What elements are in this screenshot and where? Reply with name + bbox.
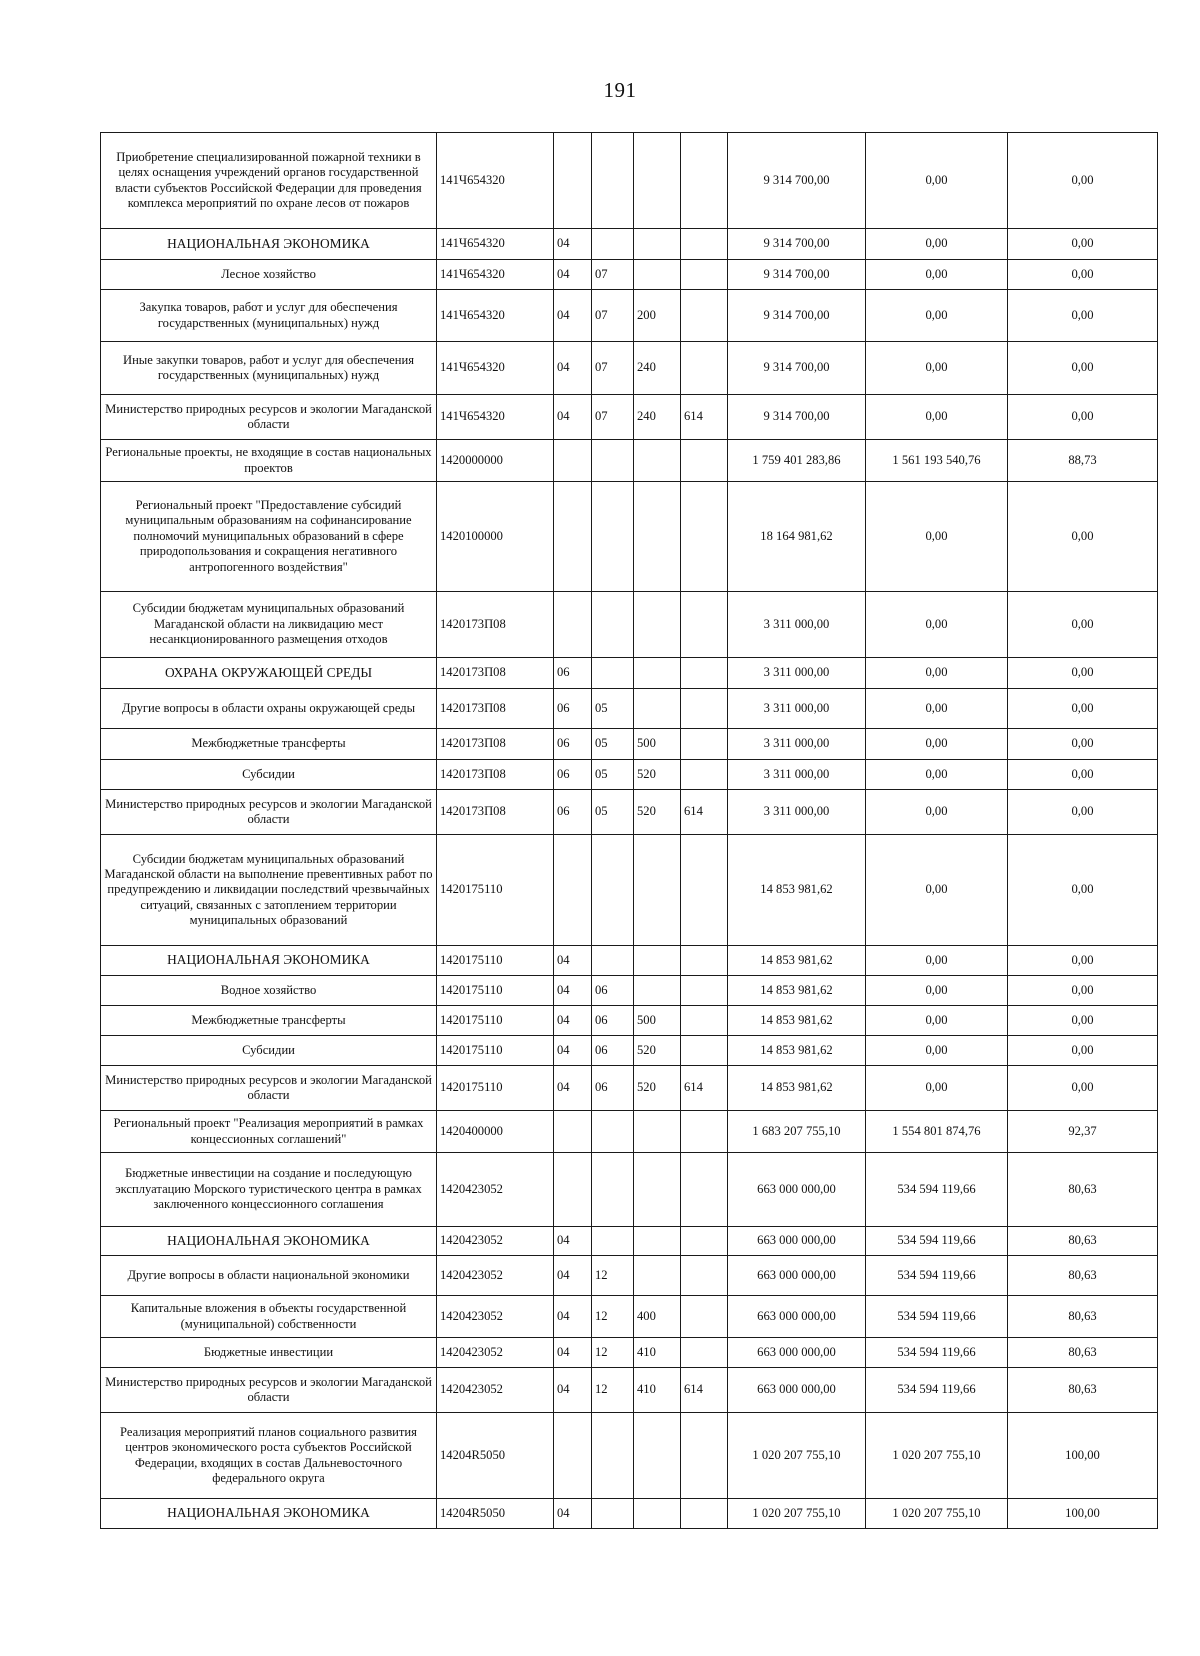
row-name: НАЦИОНАЛЬНАЯ ЭКОНОМИКА — [101, 229, 437, 260]
expense-type-code: 410 — [634, 1338, 681, 1368]
actual-amount: 1 561 193 540,76 — [866, 440, 1008, 482]
section-code — [554, 440, 592, 482]
actual-amount: 0,00 — [866, 976, 1008, 1006]
execution-percent: 92,37 — [1008, 1111, 1158, 1153]
execution-percent: 100,00 — [1008, 1499, 1158, 1529]
table-row — [101, 689, 1158, 729]
expense-type-code — [634, 689, 681, 729]
subsection-code — [592, 482, 634, 592]
plan-amount: 9 314 700,00 — [728, 290, 866, 342]
row-name: НАЦИОНАЛЬНАЯ ЭКОНОМИКА — [101, 1227, 437, 1256]
section-code — [554, 1111, 592, 1153]
target-code: 1420173П08 — [437, 729, 554, 760]
row-name: Капитальные вложения в объекты государственной (муниципальной) собственности — [101, 1296, 437, 1338]
administrator-code — [681, 689, 728, 729]
section-code: 04 — [554, 1006, 592, 1036]
target-code: 1420175110 — [437, 835, 554, 946]
actual-amount: 0,00 — [866, 395, 1008, 440]
table-row — [101, 790, 1158, 835]
administrator-code — [681, 482, 728, 592]
section-code — [554, 133, 592, 229]
expense-type-code — [634, 1153, 681, 1227]
actual-amount: 0,00 — [866, 1006, 1008, 1036]
table-row — [101, 1256, 1158, 1296]
target-code: 1420175110 — [437, 1066, 554, 1111]
execution-percent: 0,00 — [1008, 946, 1158, 976]
section-code: 04 — [554, 1368, 592, 1413]
plan-amount: 663 000 000,00 — [728, 1338, 866, 1368]
plan-amount: 1 020 207 755,10 — [728, 1499, 866, 1529]
execution-percent: 0,00 — [1008, 229, 1158, 260]
plan-amount: 14 853 981,62 — [728, 946, 866, 976]
subsection-code: 12 — [592, 1338, 634, 1368]
target-code: 1420175110 — [437, 976, 554, 1006]
section-code — [554, 1413, 592, 1499]
section-code: 04 — [554, 342, 592, 395]
row-name: Приобретение специализированной пожарной техники в целях оснащения учреждений органов государственной власти субъектов Российской Федерации для проведения комплекса мероприятий по охране лесов от пожаров — [101, 133, 437, 229]
target-code: 141Ч654320 — [437, 229, 554, 260]
table-row — [101, 395, 1158, 440]
actual-amount: 0,00 — [866, 1036, 1008, 1066]
plan-amount: 1 759 401 283,86 — [728, 440, 866, 482]
row-name: Другие вопросы в области охраны окружающей среды — [101, 689, 437, 729]
section-code: 06 — [554, 760, 592, 790]
section-code: 04 — [554, 1338, 592, 1368]
row-name: Межбюджетные трансферты — [101, 729, 437, 760]
section-code: 04 — [554, 1036, 592, 1066]
subsection-code — [592, 946, 634, 976]
expense-type-code — [634, 1227, 681, 1256]
target-code: 141Ч654320 — [437, 260, 554, 290]
row-name: Закупка товаров, работ и услуг для обеспечения государственных (муниципальных) нужд — [101, 290, 437, 342]
plan-amount: 3 311 000,00 — [728, 729, 866, 760]
expense-type-code — [634, 482, 681, 592]
target-code: 1420175110 — [437, 1036, 554, 1066]
administrator-code — [681, 1111, 728, 1153]
plan-amount: 3 311 000,00 — [728, 592, 866, 658]
plan-amount: 3 311 000,00 — [728, 658, 866, 689]
actual-amount: 0,00 — [866, 592, 1008, 658]
execution-percent: 0,00 — [1008, 976, 1158, 1006]
execution-percent: 80,63 — [1008, 1153, 1158, 1227]
administrator-code — [681, 1296, 728, 1338]
execution-percent: 0,00 — [1008, 1006, 1158, 1036]
actual-amount: 0,00 — [866, 689, 1008, 729]
table-row — [101, 976, 1158, 1006]
table-row — [101, 133, 1158, 229]
actual-amount: 0,00 — [866, 133, 1008, 229]
plan-amount: 663 000 000,00 — [728, 1227, 866, 1256]
plan-amount: 9 314 700,00 — [728, 260, 866, 290]
table-row — [101, 440, 1158, 482]
execution-percent: 80,63 — [1008, 1368, 1158, 1413]
row-name: Субсидии — [101, 1036, 437, 1066]
table-row — [101, 760, 1158, 790]
actual-amount: 534 594 119,66 — [866, 1256, 1008, 1296]
section-code: 06 — [554, 790, 592, 835]
target-code: 1420173П08 — [437, 689, 554, 729]
plan-amount: 3 311 000,00 — [728, 760, 866, 790]
table-row — [101, 1338, 1158, 1368]
subsection-code: 07 — [592, 260, 634, 290]
execution-percent: 0,00 — [1008, 260, 1158, 290]
target-code: 141Ч654320 — [437, 395, 554, 440]
budget-table — [100, 132, 1158, 1529]
administrator-code — [681, 835, 728, 946]
administrator-code — [681, 592, 728, 658]
actual-amount: 0,00 — [866, 760, 1008, 790]
section-code: 04 — [554, 1227, 592, 1256]
row-name: Межбюджетные трансферты — [101, 1006, 437, 1036]
subsection-code: 05 — [592, 760, 634, 790]
actual-amount: 0,00 — [866, 290, 1008, 342]
section-code: 04 — [554, 290, 592, 342]
section-code — [554, 592, 592, 658]
section-code: 04 — [554, 1296, 592, 1338]
administrator-code — [681, 1338, 728, 1368]
expense-type-code — [634, 592, 681, 658]
section-code: 04 — [554, 260, 592, 290]
table-row — [101, 1036, 1158, 1066]
expense-type-code: 500 — [634, 1006, 681, 1036]
expense-type-code: 240 — [634, 342, 681, 395]
expense-type-code — [634, 658, 681, 689]
actual-amount: 0,00 — [866, 342, 1008, 395]
row-name: Министерство природных ресурсов и экологии Магаданской области — [101, 1066, 437, 1111]
table-row — [101, 1006, 1158, 1036]
target-code: 1420173П08 — [437, 658, 554, 689]
plan-amount: 663 000 000,00 — [728, 1296, 866, 1338]
row-name: Региональный проект "Предоставление субсидий муниципальным образованиям на софинансирование полномочий муниципальных образований в сфере природопользования и сокращения негативного антропогенного воздействия" — [101, 482, 437, 592]
target-code: 1420400000 — [437, 1111, 554, 1153]
subsection-code: 12 — [592, 1256, 634, 1296]
section-code: 04 — [554, 1066, 592, 1111]
subsection-code — [592, 1153, 634, 1227]
expense-type-code: 520 — [634, 1066, 681, 1111]
actual-amount: 1 020 207 755,10 — [866, 1413, 1008, 1499]
subsection-code — [592, 133, 634, 229]
table-body — [101, 133, 1158, 1529]
actual-amount: 0,00 — [866, 790, 1008, 835]
administrator-code — [681, 946, 728, 976]
execution-percent: 80,63 — [1008, 1296, 1158, 1338]
administrator-code — [681, 1256, 728, 1296]
execution-percent: 80,63 — [1008, 1227, 1158, 1256]
actual-amount: 1 020 207 755,10 — [866, 1499, 1008, 1529]
subsection-code — [592, 658, 634, 689]
expense-type-code: 520 — [634, 1036, 681, 1066]
expense-type-code — [634, 946, 681, 976]
section-code: 04 — [554, 1256, 592, 1296]
section-code: 04 — [554, 976, 592, 1006]
table-row — [101, 592, 1158, 658]
subsection-code — [592, 1227, 634, 1256]
row-name: Бюджетные инвестиции на создание и последующую эксплуатацию Морского туристического центра в рамках заключенного концессионного соглашения — [101, 1153, 437, 1227]
subsection-code — [592, 835, 634, 946]
target-code: 141Ч654320 — [437, 290, 554, 342]
section-code — [554, 835, 592, 946]
expense-type-code: 400 — [634, 1296, 681, 1338]
plan-amount: 14 853 981,62 — [728, 1006, 866, 1036]
execution-percent: 88,73 — [1008, 440, 1158, 482]
expense-type-code — [634, 1499, 681, 1529]
subsection-code: 12 — [592, 1368, 634, 1413]
plan-amount: 9 314 700,00 — [728, 229, 866, 260]
actual-amount: 0,00 — [866, 1066, 1008, 1111]
administrator-code — [681, 976, 728, 1006]
target-code: 141Ч654320 — [437, 133, 554, 229]
actual-amount: 0,00 — [866, 260, 1008, 290]
actual-amount: 534 594 119,66 — [866, 1338, 1008, 1368]
actual-amount: 534 594 119,66 — [866, 1227, 1008, 1256]
subsection-code — [592, 440, 634, 482]
subsection-code — [592, 592, 634, 658]
table-row — [101, 229, 1158, 260]
plan-amount: 663 000 000,00 — [728, 1153, 866, 1227]
execution-percent: 0,00 — [1008, 1036, 1158, 1066]
execution-percent: 0,00 — [1008, 658, 1158, 689]
section-code: 06 — [554, 658, 592, 689]
plan-amount: 9 314 700,00 — [728, 395, 866, 440]
execution-percent: 0,00 — [1008, 482, 1158, 592]
plan-amount: 14 853 981,62 — [728, 835, 866, 946]
administrator-code — [681, 1006, 728, 1036]
execution-percent: 0,00 — [1008, 592, 1158, 658]
subsection-code: 07 — [592, 395, 634, 440]
table-row — [101, 1368, 1158, 1413]
subsection-code — [592, 1499, 634, 1529]
administrator-code: 614 — [681, 790, 728, 835]
administrator-code — [681, 342, 728, 395]
actual-amount: 0,00 — [866, 835, 1008, 946]
expense-type-code: 200 — [634, 290, 681, 342]
subsection-code: 06 — [592, 1066, 634, 1111]
target-code: 1420423052 — [437, 1368, 554, 1413]
execution-percent: 0,00 — [1008, 1066, 1158, 1111]
target-code: 1420100000 — [437, 482, 554, 592]
administrator-code — [681, 1499, 728, 1529]
row-name: Лесное хозяйство — [101, 260, 437, 290]
execution-percent: 80,63 — [1008, 1338, 1158, 1368]
target-code: 14204R5050 — [437, 1499, 554, 1529]
plan-amount: 3 311 000,00 — [728, 689, 866, 729]
page-number: 191 — [603, 78, 637, 102]
execution-percent: 0,00 — [1008, 342, 1158, 395]
table-row — [101, 290, 1158, 342]
administrator-code — [681, 440, 728, 482]
administrator-code: 614 — [681, 1368, 728, 1413]
subsection-code — [592, 1413, 634, 1499]
section-code — [554, 482, 592, 592]
row-name: НАЦИОНАЛЬНАЯ ЭКОНОМИКА — [101, 1499, 437, 1529]
actual-amount: 0,00 — [866, 658, 1008, 689]
row-name: Субсидии — [101, 760, 437, 790]
plan-amount: 9 314 700,00 — [728, 342, 866, 395]
target-code: 1420423052 — [437, 1153, 554, 1227]
table-row — [101, 482, 1158, 592]
target-code: 14204R5050 — [437, 1413, 554, 1499]
expense-type-code — [634, 835, 681, 946]
administrator-code — [681, 260, 728, 290]
row-name: Иные закупки товаров, работ и услуг для обеспечения государственных (муниципальных) нужд — [101, 342, 437, 395]
actual-amount: 0,00 — [866, 946, 1008, 976]
administrator-code — [681, 658, 728, 689]
subsection-code: 06 — [592, 976, 634, 1006]
plan-amount: 9 314 700,00 — [728, 133, 866, 229]
actual-amount: 1 554 801 874,76 — [866, 1111, 1008, 1153]
table-row — [101, 1153, 1158, 1227]
target-code: 141Ч654320 — [437, 342, 554, 395]
table-row — [101, 1111, 1158, 1153]
subsection-code: 05 — [592, 729, 634, 760]
expense-type-code — [634, 1413, 681, 1499]
actual-amount: 534 594 119,66 — [866, 1153, 1008, 1227]
plan-amount: 1 683 207 755,10 — [728, 1111, 866, 1153]
table-row — [101, 342, 1158, 395]
execution-percent: 0,00 — [1008, 729, 1158, 760]
actual-amount: 534 594 119,66 — [866, 1296, 1008, 1338]
table-row — [101, 658, 1158, 689]
administrator-code — [681, 1413, 728, 1499]
execution-percent: 0,00 — [1008, 395, 1158, 440]
row-name: Министерство природных ресурсов и экологии Магаданской области — [101, 395, 437, 440]
expense-type-code: 500 — [634, 729, 681, 760]
section-code: 06 — [554, 729, 592, 760]
target-code: 1420175110 — [437, 1006, 554, 1036]
subsection-code: 07 — [592, 290, 634, 342]
administrator-code — [681, 1227, 728, 1256]
table-row — [101, 835, 1158, 946]
execution-percent: 0,00 — [1008, 790, 1158, 835]
subsection-code — [592, 1111, 634, 1153]
plan-amount: 18 164 981,62 — [728, 482, 866, 592]
execution-percent: 0,00 — [1008, 290, 1158, 342]
administrator-code — [681, 1153, 728, 1227]
execution-percent: 0,00 — [1008, 760, 1158, 790]
actual-amount: 0,00 — [866, 229, 1008, 260]
subsection-code — [592, 229, 634, 260]
expense-type-code: 520 — [634, 760, 681, 790]
table-row — [101, 1499, 1158, 1529]
target-code: 1420423052 — [437, 1256, 554, 1296]
row-name: Субсидии бюджетам муниципальных образований Магаданской области на выполнение превентивных работ по предупреждению и ликвидации последствий чрезвычайных ситуаций, связанных с затоплением территории муниципальных образований — [101, 835, 437, 946]
administrator-code — [681, 1036, 728, 1066]
subsection-code: 06 — [592, 1006, 634, 1036]
section-code: 06 — [554, 689, 592, 729]
administrator-code — [681, 290, 728, 342]
row-name: Региональные проекты, не входящие в состав национальных проектов — [101, 440, 437, 482]
row-name: Другие вопросы в области национальной экономики — [101, 1256, 437, 1296]
target-code: 1420000000 — [437, 440, 554, 482]
administrator-code — [681, 133, 728, 229]
table-row — [101, 260, 1158, 290]
subsection-code: 07 — [592, 342, 634, 395]
actual-amount: 0,00 — [866, 482, 1008, 592]
row-name: Водное хозяйство — [101, 976, 437, 1006]
target-code: 1420175110 — [437, 946, 554, 976]
administrator-code: 614 — [681, 1066, 728, 1111]
execution-percent: 0,00 — [1008, 689, 1158, 729]
expense-type-code — [634, 260, 681, 290]
execution-percent: 0,00 — [1008, 133, 1158, 229]
target-code: 1420173П08 — [437, 592, 554, 658]
table-row — [101, 729, 1158, 760]
row-name: НАЦИОНАЛЬНАЯ ЭКОНОМИКА — [101, 946, 437, 976]
plan-amount: 14 853 981,62 — [728, 976, 866, 1006]
table-row — [101, 1413, 1158, 1499]
administrator-code: 614 — [681, 395, 728, 440]
section-code — [554, 1153, 592, 1227]
section-code: 04 — [554, 946, 592, 976]
row-name: Региональный проект "Реализация мероприятий в рамках концессионных соглашений" — [101, 1111, 437, 1153]
row-name: ОХРАНА ОКРУЖАЮЩЕЙ СРЕДЫ — [101, 658, 437, 689]
plan-amount: 14 853 981,62 — [728, 1066, 866, 1111]
plan-amount: 663 000 000,00 — [728, 1256, 866, 1296]
actual-amount: 0,00 — [866, 729, 1008, 760]
target-code: 1420423052 — [437, 1296, 554, 1338]
row-name: Субсидии бюджетам муниципальных образований Магаданской области на ликвидацию мест несанкционированного размещения отходов — [101, 592, 437, 658]
target-code: 1420173П08 — [437, 790, 554, 835]
plan-amount: 14 853 981,62 — [728, 1036, 866, 1066]
table-row — [101, 1296, 1158, 1338]
expense-type-code — [634, 440, 681, 482]
administrator-code — [681, 760, 728, 790]
plan-amount: 663 000 000,00 — [728, 1368, 866, 1413]
administrator-code — [681, 729, 728, 760]
row-name: Реализация мероприятий планов социального развития центров экономического роста субъектов Российской Федерации, входящих в состав Дальневосточного федерального округа — [101, 1413, 437, 1499]
expense-type-code: 520 — [634, 790, 681, 835]
expense-type-code — [634, 133, 681, 229]
expense-type-code — [634, 976, 681, 1006]
plan-amount: 3 311 000,00 — [728, 790, 866, 835]
subsection-code: 05 — [592, 790, 634, 835]
subsection-code: 12 — [592, 1296, 634, 1338]
actual-amount: 534 594 119,66 — [866, 1368, 1008, 1413]
expense-type-code — [634, 1256, 681, 1296]
target-code: 1420423052 — [437, 1338, 554, 1368]
execution-percent: 100,00 — [1008, 1413, 1158, 1499]
row-name: Министерство природных ресурсов и экологии Магаданской области — [101, 790, 437, 835]
expense-type-code: 240 — [634, 395, 681, 440]
expense-type-code: 410 — [634, 1368, 681, 1413]
section-code: 04 — [554, 229, 592, 260]
table-row — [101, 1227, 1158, 1256]
plan-amount: 1 020 207 755,10 — [728, 1413, 866, 1499]
row-name: Бюджетные инвестиции — [101, 1338, 437, 1368]
section-code: 04 — [554, 395, 592, 440]
subsection-code: 06 — [592, 1036, 634, 1066]
table-row — [101, 1066, 1158, 1111]
administrator-code — [681, 229, 728, 260]
execution-percent: 0,00 — [1008, 835, 1158, 946]
subsection-code: 05 — [592, 689, 634, 729]
target-code: 1420423052 — [437, 1227, 554, 1256]
expense-type-code — [634, 1111, 681, 1153]
execution-percent: 80,63 — [1008, 1256, 1158, 1296]
section-code: 04 — [554, 1499, 592, 1529]
row-name: Министерство природных ресурсов и экологии Магаданской области — [101, 1368, 437, 1413]
expense-type-code — [634, 229, 681, 260]
target-code: 1420173П08 — [437, 760, 554, 790]
table-row — [101, 946, 1158, 976]
